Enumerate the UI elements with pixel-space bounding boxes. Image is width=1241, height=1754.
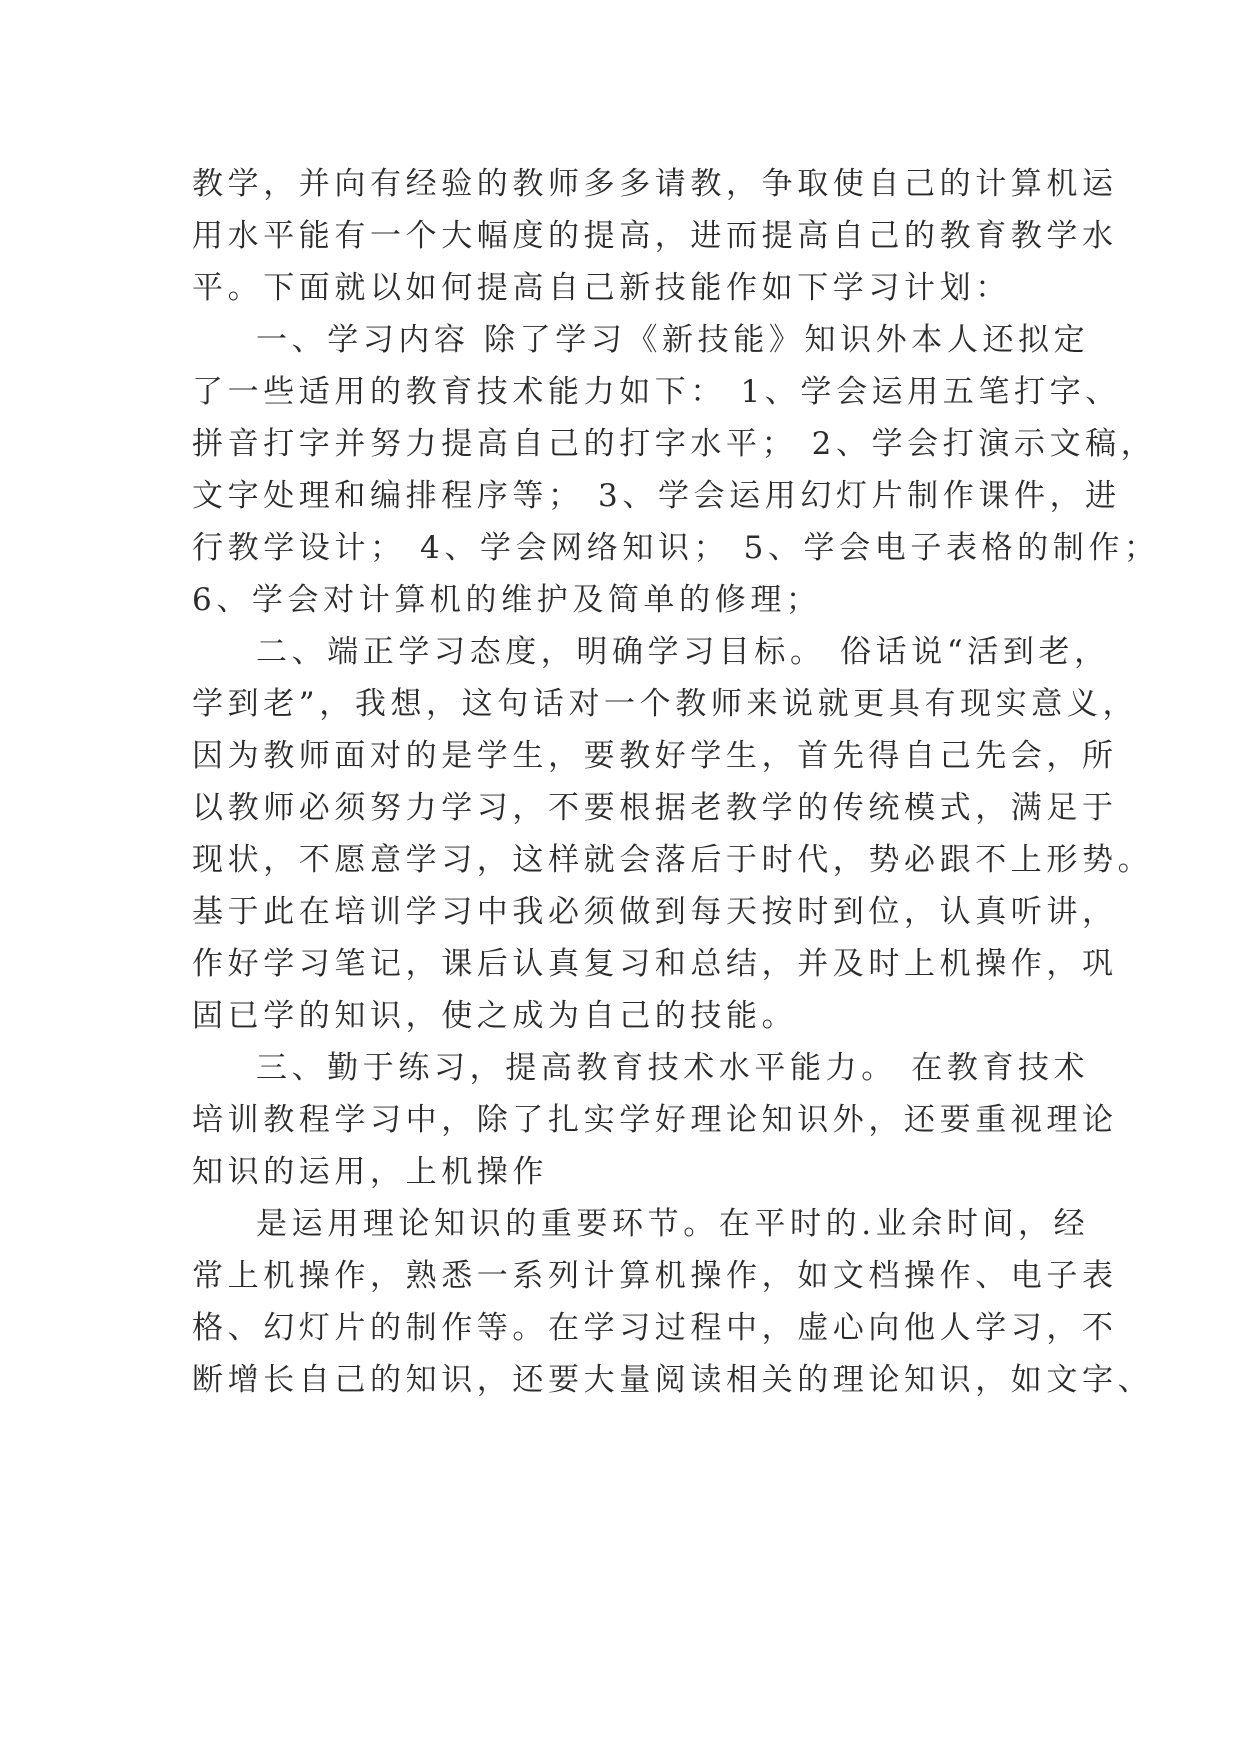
text-line: 教学，并向有经验的教师多多请教，争取使自己的计算机运	[192, 166, 1118, 202]
text-line: 平。下面就以如何提高自己新技能作如下学习计划：	[192, 270, 1011, 306]
section-heading-line: 二、端正学习态度，明确学习目标。 俗话说“活到老，	[256, 634, 1110, 670]
document-body	[192, 158, 1160, 1406]
text-line: 基于此在培训学习中我必须做到每天按时到位，认真听讲，	[192, 894, 1118, 930]
text-line: 固已学的知识，使之成为自己的技能。	[192, 998, 798, 1034]
text-line: 断增长自己的知识，还要大量阅读相关的理论知识，如文字、	[192, 1362, 1154, 1398]
text-line: 现状，不愿意学习，这样就会落后于时代，势必跟不上形势。	[192, 842, 1154, 878]
text-line: 学到老”，我想，这句话对一个教师来说就更具有现实意义，	[192, 686, 1139, 722]
text-line: 因为教师面对的是学生，要教好学生，首先得自己先会，所	[192, 738, 1118, 774]
text-line: 用水平能有一个大幅度的提高，进而提高自己的教育教学水	[192, 218, 1118, 254]
section-heading-line: 三、勤于练习，提高教育技术水平能力。 在教育技术	[256, 1050, 1090, 1086]
text-line: 常上机操作，熟悉一系列计算机操作，如文档操作、电子表	[192, 1258, 1118, 1294]
text-line: 文字处理和编排程序等； 3、学会运用幻灯片制作课件，进	[192, 478, 1121, 514]
section-heading-line: 一、学习内容 除了学习《新技能》知识外本人还拟定	[256, 322, 1090, 358]
text-line: 拼音打字并努力提高自己的打字水平； 2、学会打演示文稿，	[192, 426, 1157, 462]
text-line: 作好学习笔记，课后认真复习和总结，并及时上机操作，巩	[192, 946, 1118, 982]
text-line: 了一些适用的教育技术能力如下： 1、学会运用五笔打字、	[192, 374, 1121, 410]
text-line: 行教学设计； 4、学会网络知识； 5、学会电子表格的制作；	[192, 530, 1160, 566]
text-line: 培训教程学习中，除了扎实学好理论知识外，还要重视理论	[192, 1102, 1118, 1138]
text-line: 以教师必须努力学习，不要根据老教学的传统模式，满足于	[192, 790, 1118, 826]
text-line: 是运用理论知识的重要环节。在平时的.业余时间，经	[256, 1206, 1090, 1242]
text-line: 6、学会对计算机的维护及简单的修理；	[192, 582, 822, 618]
text-line: 知识的运用，上机操作	[192, 1154, 548, 1190]
text-line: 格、幻灯片的制作等。在学习过程中，虚心向他人学习，不	[192, 1310, 1118, 1346]
